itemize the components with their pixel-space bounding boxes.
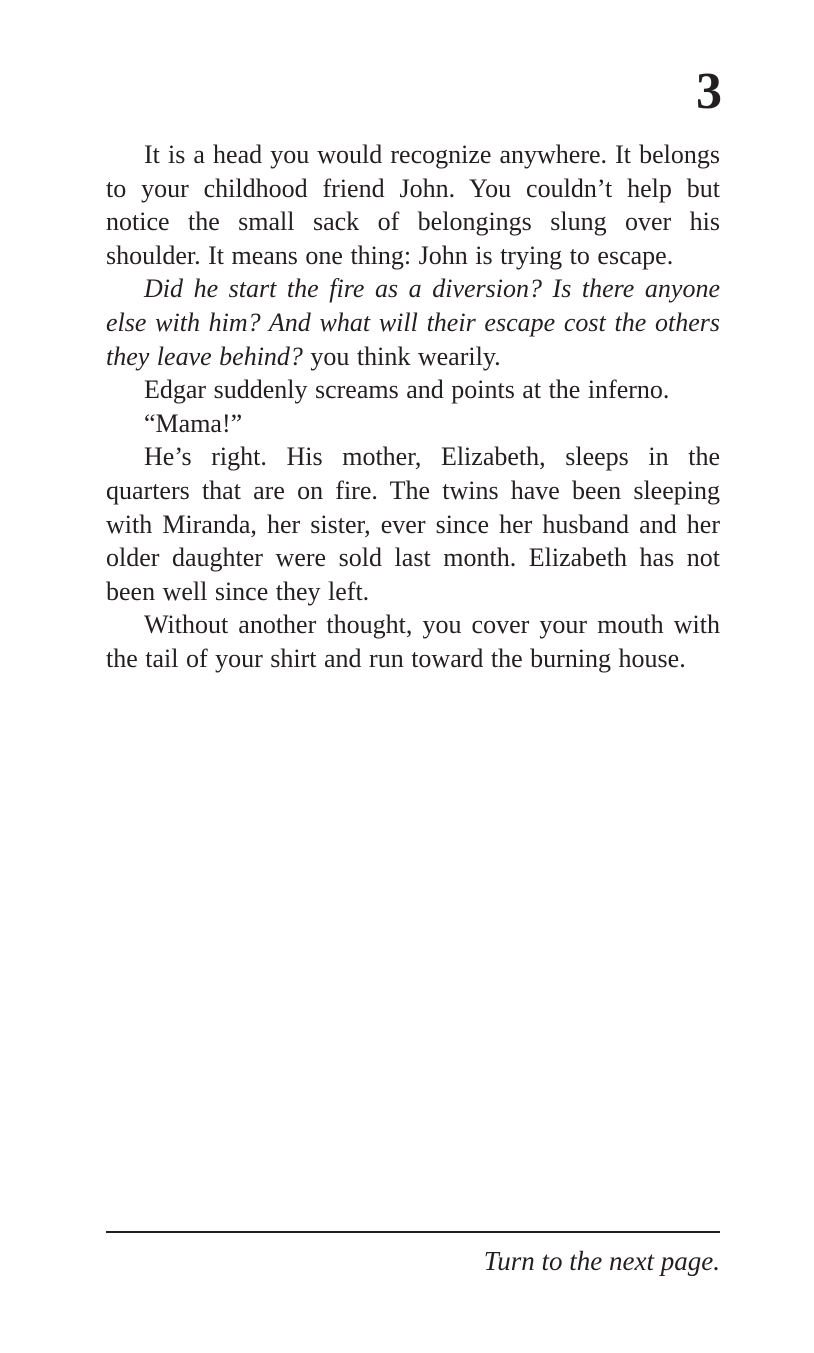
paragraph <box>106 608 720 675</box>
text-segment: Without another thought, you cover your mouth with the tail of your shirt and run toward the burning house. <box>106 610 720 673</box>
text-segment: “Mama!” <box>144 408 243 438</box>
paragraph <box>106 407 720 441</box>
italic-text-segment: Did he start the fire as a diversion? Is there anyone else with him? And what will their escape cost the others they leave behind? <box>106 274 720 371</box>
footer-divider <box>106 1231 720 1233</box>
paragraph <box>106 272 720 373</box>
paragraph <box>106 373 720 407</box>
text-segment: He’s right. His mother, Elizabeth, sleeps in the quarters that are on fire. The twins have been sleeping with Miranda, her sister, ever since her husband and her older daughter were sold last month. Elizabeth has not been well since they left. <box>106 442 720 606</box>
body-text <box>106 138 720 676</box>
page-number: 3 <box>696 63 722 120</box>
turn-page-instruction: Turn to the next page. <box>483 1246 720 1276</box>
text-segment: It is a head you would recognize anywhere. It belongs to your childhood friend John. You couldn’t help but notice the small sack of belongings slung over his shoulder. It means one thing: John is trying to escape. <box>106 140 720 270</box>
text-segment: you think wearily. <box>310 341 501 371</box>
text-segment: Edgar suddenly screams and points at the inferno. <box>144 375 670 405</box>
page-footer <box>106 1231 720 1278</box>
paragraph <box>106 138 720 272</box>
paragraph <box>106 440 720 608</box>
